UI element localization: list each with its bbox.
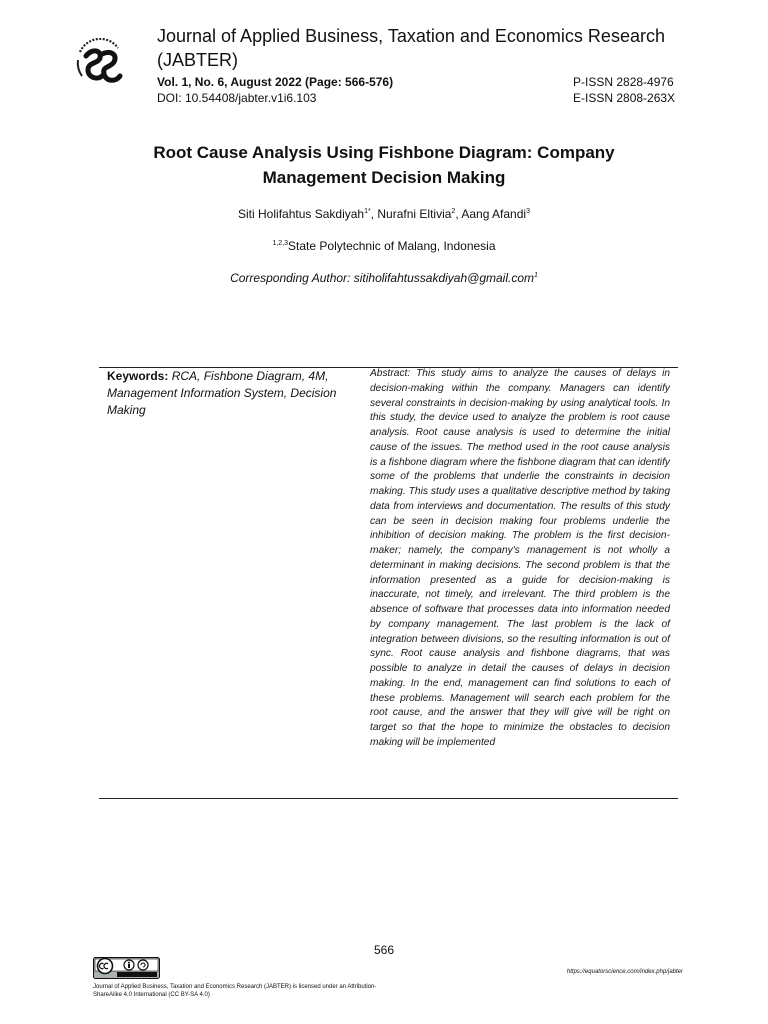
author-superscript: 3	[526, 208, 530, 215]
affiliation-superscript: 1,2,3	[272, 240, 289, 247]
journal-title: Journal of Applied Business, Taxation and Economics Research (JABTER)	[157, 26, 665, 70]
affiliation	[100, 239, 668, 253]
e-issn: E-ISSN 2808-263X	[573, 91, 676, 105]
corresponding-label: Corresponding Author:	[230, 271, 354, 285]
doi[interactable]: DOI: 10.54408/jabter.v1i6.103	[157, 91, 317, 105]
paper-title: Root Cause Analysis Using Fishbone Diagram: Company Management Decision Making	[153, 143, 615, 187]
license-text: Journal of Applied Business, Taxation and Economics Research (JABTER) is licensed under an Attribution-ShareAlike 4.0 International (CC BY-SA 4.0)	[93, 984, 377, 998]
jabter-logo-icon	[72, 38, 128, 88]
cc-by-sa-badge-icon[interactable]	[93, 957, 160, 979]
author-superscript: 1*	[364, 208, 371, 215]
author-name: Siti Holifahtus Sakdiyah	[238, 207, 365, 221]
author-name: Nurafni Eltivia	[377, 207, 452, 221]
keywords-block	[107, 368, 347, 419]
author-separator: ,	[370, 207, 378, 221]
keywords-label: Keywords:	[107, 369, 169, 383]
volume-line: Vol. 1, No. 6, August 2022 (Page: 566-576)	[157, 75, 394, 89]
keywords-text: RCA, Fishbone Diagram, 4M, Management Information System, Decision Making	[107, 369, 337, 417]
author-separator: ,	[455, 207, 462, 221]
table-bottom-rule	[99, 798, 678, 799]
author-name: Aang Afandi	[461, 207, 527, 221]
page-number: 566	[373, 943, 395, 957]
author-superscript: 2	[451, 208, 456, 215]
corresponding-email[interactable]: sitiholifahtussakdiyah@gmail.com	[353, 271, 534, 285]
corresponding-superscript: 1	[534, 272, 538, 279]
affiliation-text: State Polytechnic of Malang, Indonesia	[288, 239, 496, 253]
abstract-text: Abstract: This study aims to analyze the causes of delays in decision-making within the company. Managers can identify several constraints in decision-making by using analytical tools. In this study, the device used to analyze the problem is root cause analysis. Root cause analysis is used to determine the initial cause of the issues. The method used in the root cause analysis is a fishbone diagram where the fishbone diagram that can identify some of the problems that underlie the constraints in decision making. This study uses a qualitative descriptive method by taking data from interviews and documentation. The results of this study can be seen in decision making four problems underlie the inhibition of decision making. The problem is the first decision-maker; namely, the company's management is not wholly a determinant in making decisions. The second problem is that the information presented as a guide for decision-making is inaccurate, not timely, and irrelevant. The third problem is the absence of software that processes data into information needed by company management. The last problem is the lack of integration between divisions, so the resulting information is out of sync. Root cause analysis and fishbone diagrams, that was possible to analyze in detail the causes of delays in decision making. In the end, management can find solutions to each of these problems. Management will search each problem for the root cause, and the answer that they will give will be right on target so that the hope to minimize the obstacles to decision making will be implemented	[370, 368, 670, 748]
journal-url[interactable]: https://equatorscience.com/index.php/jabter	[566, 969, 683, 975]
author-list	[100, 207, 668, 221]
corresponding-author	[100, 271, 668, 285]
p-issn: P-ISSN 2828-4976	[573, 75, 674, 89]
